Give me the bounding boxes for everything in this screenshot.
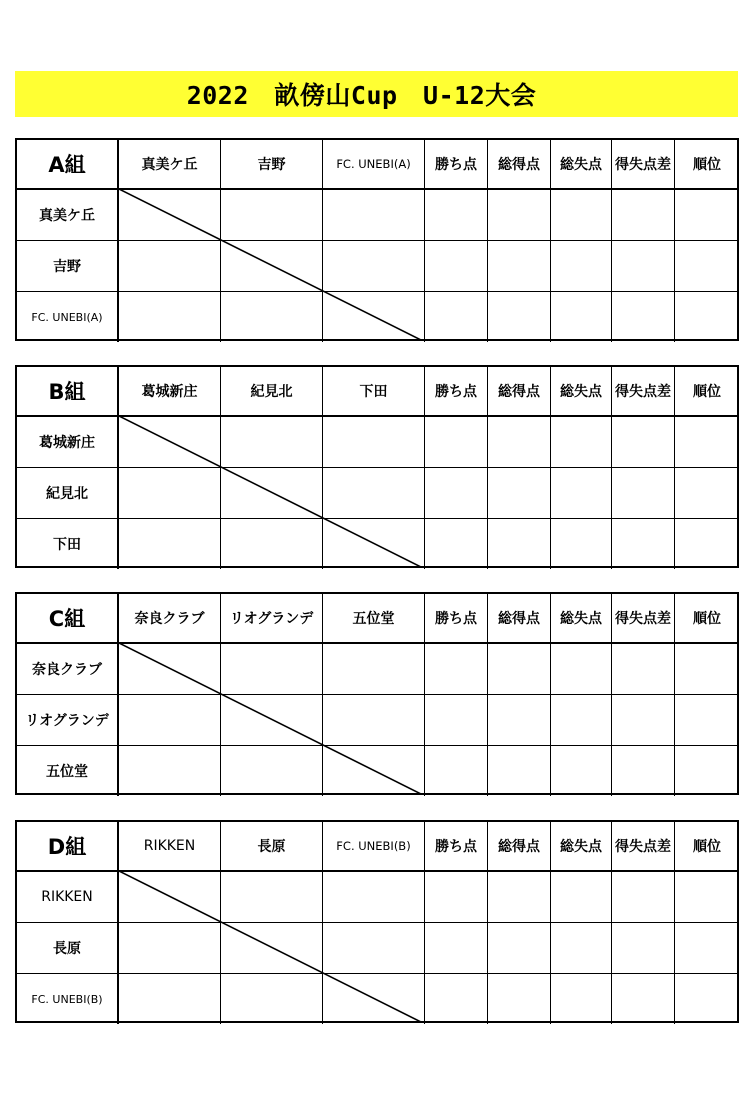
row-header-team: FC. UNEBI(B) (17, 974, 119, 1024)
result-cell (675, 644, 739, 695)
group-name: C組 (17, 594, 119, 644)
match-grid (15, 365, 739, 568)
column-header-team: 下田 (323, 367, 425, 417)
result-cell (612, 292, 675, 342)
column-header-stat: 得失点差 (612, 594, 675, 644)
result-cell (119, 923, 221, 974)
column-header-stat: 総得点 (488, 822, 551, 872)
column-header-team: 長原 (221, 822, 323, 872)
column-header-stat: 総得点 (488, 594, 551, 644)
result-cell (425, 695, 488, 746)
result-cell (119, 468, 221, 519)
result-cell (119, 644, 221, 695)
row-header-team: 葛城新庄 (17, 417, 119, 468)
result-cell (488, 241, 551, 292)
result-cell (119, 746, 221, 796)
column-header-stat: 順位 (675, 367, 739, 417)
result-cell (551, 746, 612, 796)
page-title: 2022 畝傍山Cup U-12大会 (186, 81, 537, 110)
column-header-stat: 総得点 (488, 367, 551, 417)
result-cell (221, 644, 323, 695)
result-cell (612, 974, 675, 1024)
column-header-stat: 勝ち点 (425, 822, 488, 872)
result-cell (551, 190, 612, 241)
result-cell (221, 923, 323, 974)
group-name: A組 (17, 140, 119, 190)
column-header-team: リオグランデ (221, 594, 323, 644)
result-cell (119, 241, 221, 292)
group-c-table (15, 592, 739, 795)
result-cell (221, 519, 323, 569)
row-header-team: FC. UNEBI(A) (17, 292, 119, 342)
result-cell (488, 292, 551, 342)
result-cell (323, 695, 425, 746)
result-cell (488, 644, 551, 695)
column-header-team: 葛城新庄 (119, 367, 221, 417)
result-cell (425, 241, 488, 292)
result-cell (221, 695, 323, 746)
row-header-team: リオグランデ (17, 695, 119, 746)
result-cell (612, 644, 675, 695)
match-grid (15, 592, 739, 795)
result-cell (612, 695, 675, 746)
result-cell (221, 190, 323, 241)
result-cell (221, 292, 323, 342)
result-cell (612, 746, 675, 796)
result-cell (488, 695, 551, 746)
result-cell (425, 644, 488, 695)
result-cell (221, 468, 323, 519)
result-cell (488, 746, 551, 796)
row-header-team: RIKKEN (17, 872, 119, 923)
group-b-table (15, 365, 739, 568)
result-cell (323, 190, 425, 241)
result-cell (612, 923, 675, 974)
column-header-team: FC. UNEBI(A) (323, 140, 425, 190)
result-cell (675, 974, 739, 1024)
group-name: D組 (17, 822, 119, 872)
result-cell (119, 417, 221, 468)
result-cell (675, 695, 739, 746)
column-header-stat: 勝ち点 (425, 140, 488, 190)
result-cell (323, 241, 425, 292)
group-a-table (15, 138, 739, 341)
result-cell (221, 872, 323, 923)
result-cell (612, 872, 675, 923)
column-header-team: FC. UNEBI(B) (323, 822, 425, 872)
column-header-team: 真美ケ丘 (119, 140, 221, 190)
column-header-team: 紀見北 (221, 367, 323, 417)
result-cell (551, 241, 612, 292)
column-header-team: RIKKEN (119, 822, 221, 872)
result-cell (425, 974, 488, 1024)
result-cell (488, 923, 551, 974)
result-cell (551, 974, 612, 1024)
column-header-stat: 得失点差 (612, 822, 675, 872)
result-cell (612, 241, 675, 292)
result-cell (323, 746, 425, 796)
group-d-table (15, 820, 739, 1023)
result-cell (425, 923, 488, 974)
column-header-stat: 総得点 (488, 140, 551, 190)
result-cell (551, 519, 612, 569)
column-header-stat: 総失点 (551, 140, 612, 190)
row-header-team: 長原 (17, 923, 119, 974)
result-cell (551, 923, 612, 974)
row-header-team: 吉野 (17, 241, 119, 292)
result-cell (488, 519, 551, 569)
column-header-stat: 総失点 (551, 594, 612, 644)
result-cell (675, 746, 739, 796)
result-cell (612, 417, 675, 468)
result-cell (425, 468, 488, 519)
column-header-team: 奈良クラブ (119, 594, 221, 644)
row-header-team: 五位堂 (17, 746, 119, 796)
column-header-stat: 勝ち点 (425, 594, 488, 644)
column-header-stat: 順位 (675, 594, 739, 644)
result-cell (221, 417, 323, 468)
result-cell (323, 292, 425, 342)
result-cell (425, 417, 488, 468)
result-cell (323, 417, 425, 468)
result-cell (675, 241, 739, 292)
result-cell (551, 872, 612, 923)
column-header-stat: 得失点差 (612, 140, 675, 190)
result-cell (119, 519, 221, 569)
result-cell (551, 468, 612, 519)
result-cell (221, 241, 323, 292)
result-cell (612, 190, 675, 241)
result-cell (488, 417, 551, 468)
result-cell (119, 974, 221, 1024)
result-cell (551, 695, 612, 746)
result-cell (488, 872, 551, 923)
result-cell (425, 746, 488, 796)
result-cell (675, 923, 739, 974)
result-cell (425, 519, 488, 569)
match-grid (15, 820, 739, 1023)
result-cell (221, 974, 323, 1024)
match-grid (15, 138, 739, 341)
result-cell (425, 190, 488, 241)
result-cell (675, 519, 739, 569)
result-cell (323, 872, 425, 923)
column-header-stat: 得失点差 (612, 367, 675, 417)
column-header-stat: 順位 (675, 140, 739, 190)
result-cell (119, 190, 221, 241)
result-cell (675, 190, 739, 241)
result-cell (323, 974, 425, 1024)
result-cell (612, 519, 675, 569)
result-cell (612, 468, 675, 519)
column-header-team: 五位堂 (323, 594, 425, 644)
result-cell (323, 923, 425, 974)
result-cell (551, 292, 612, 342)
result-cell (675, 872, 739, 923)
result-cell (488, 468, 551, 519)
result-cell (551, 644, 612, 695)
column-header-team: 吉野 (221, 140, 323, 190)
column-header-stat: 総失点 (551, 822, 612, 872)
row-header-team: 下田 (17, 519, 119, 569)
result-cell (221, 746, 323, 796)
result-cell (323, 644, 425, 695)
group-name: B組 (17, 367, 119, 417)
result-cell (119, 292, 221, 342)
column-header-stat: 総失点 (551, 367, 612, 417)
column-header-stat: 勝ち点 (425, 367, 488, 417)
row-header-team: 紀見北 (17, 468, 119, 519)
result-cell (488, 974, 551, 1024)
title-bar (15, 71, 738, 117)
column-header-stat: 順位 (675, 822, 739, 872)
result-cell (675, 468, 739, 519)
result-cell (425, 292, 488, 342)
result-cell (425, 872, 488, 923)
result-cell (488, 190, 551, 241)
result-cell (675, 292, 739, 342)
result-cell (119, 872, 221, 923)
result-cell (323, 468, 425, 519)
result-cell (323, 519, 425, 569)
row-header-team: 真美ケ丘 (17, 190, 119, 241)
result-cell (675, 417, 739, 468)
result-cell (119, 695, 221, 746)
result-cell (551, 417, 612, 468)
row-header-team: 奈良クラブ (17, 644, 119, 695)
